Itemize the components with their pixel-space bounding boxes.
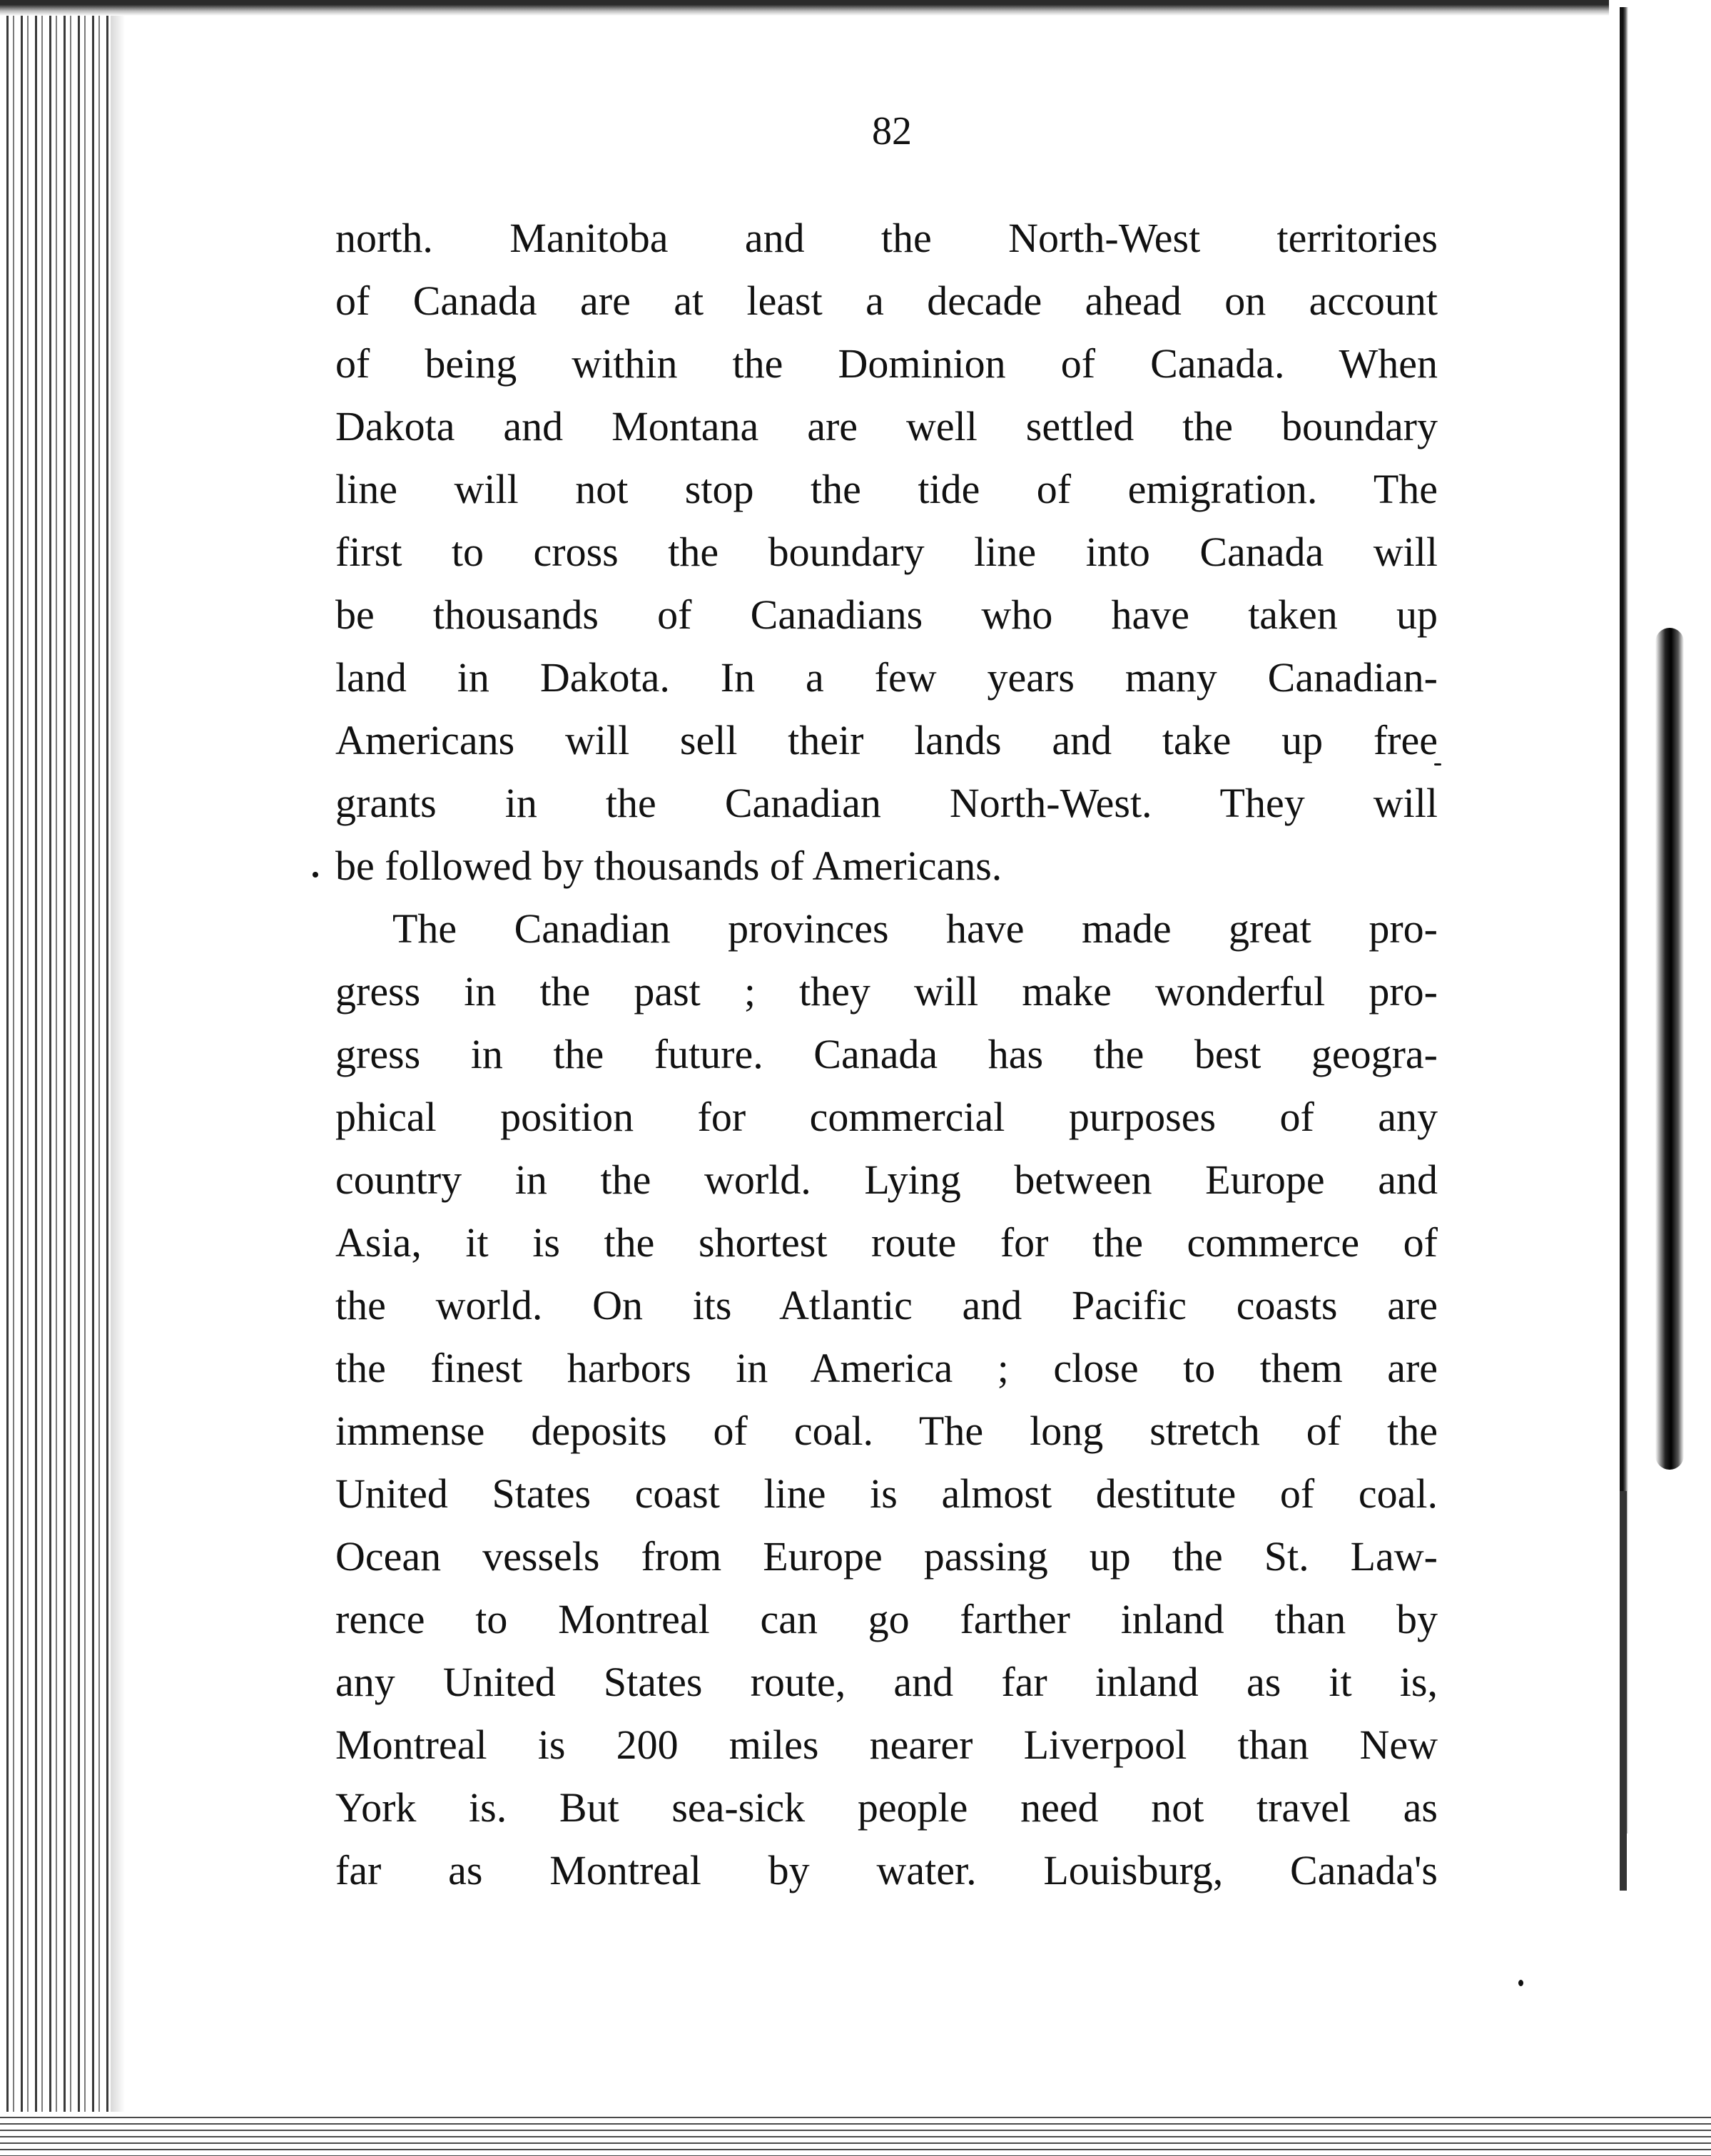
text-line: immense deposits of coal. The long stretch of the <box>335 1408 1438 1454</box>
text-line: Americans will sell their lands and take up free <box>335 717 1438 763</box>
text-line: line will not stop the tide of emigration. The <box>335 466 1438 512</box>
text-line: rence to Montreal can go farther inland than by <box>335 1596 1438 1642</box>
text-line: country in the world. Lying between Europe and <box>335 1156 1438 1203</box>
text-line: phical position for commercial purposes of any <box>335 1094 1438 1140</box>
text-line: be thousands of Canadians who have taken up <box>335 591 1438 638</box>
page-stack-left <box>0 0 125 2156</box>
page-stack-left-shadow <box>111 0 125 2156</box>
text-line: Ocean vessels from Europe passing up the St. Law- <box>335 1533 1438 1580</box>
torn-edge-mark <box>1655 628 1684 1470</box>
text-line: of being within the Dominion of Canada. When <box>335 340 1438 387</box>
binding-top-edge <box>0 0 1711 16</box>
text-line: Asia, it is the shortest route for the commerce of <box>335 1219 1438 1266</box>
text-line: gress in the past ; they will make wonderful pro- <box>335 968 1438 1015</box>
page-number: 82 <box>872 109 912 153</box>
text-line: the world. On its Atlantic and Pacific coasts are <box>335 1282 1438 1328</box>
text-line: north. Manitoba and the North-West territories <box>335 215 1438 261</box>
text-line: York is. But sea-sick people need not travel as <box>335 1784 1438 1831</box>
text-line: the finest harbors in America ; close to them are <box>335 1345 1438 1391</box>
text-line: Montreal is 200 miles nearer Liverpool than New <box>335 1722 1438 1768</box>
ink-speck <box>313 872 318 878</box>
text-line: first to cross the boundary line into Canada will <box>335 529 1438 575</box>
ink-speck <box>1518 1980 1523 1986</box>
text-line: any United States route, and far inland as it is, <box>335 1659 1438 1705</box>
text-line: be followed by thousands of Americans. <box>335 843 1002 889</box>
torn-edge-mark-lower <box>1620 1491 1627 1891</box>
text-line: The Canadian provinces have made great pro- <box>392 905 1438 952</box>
text-line: United States coast line is almost destitute of coal. <box>335 1470 1438 1517</box>
page-stack-bottom <box>0 2112 1711 2156</box>
text-line: of Canada are at least a decade ahead on account <box>335 278 1438 324</box>
body-text <box>335 207 1438 1902</box>
text-line: land in Dakota. In a few years many Canadian- <box>335 654 1438 701</box>
text-line: gress in the future. Canada has the best geogra- <box>335 1031 1438 1077</box>
text-line: Dakota and Montana are well settled the boundary <box>335 403 1438 449</box>
text-line: far as Montreal by water. Louisburg, Canada's <box>335 1847 1438 1893</box>
text-line: grants in the Canadian North-West. They will <box>335 780 1438 826</box>
